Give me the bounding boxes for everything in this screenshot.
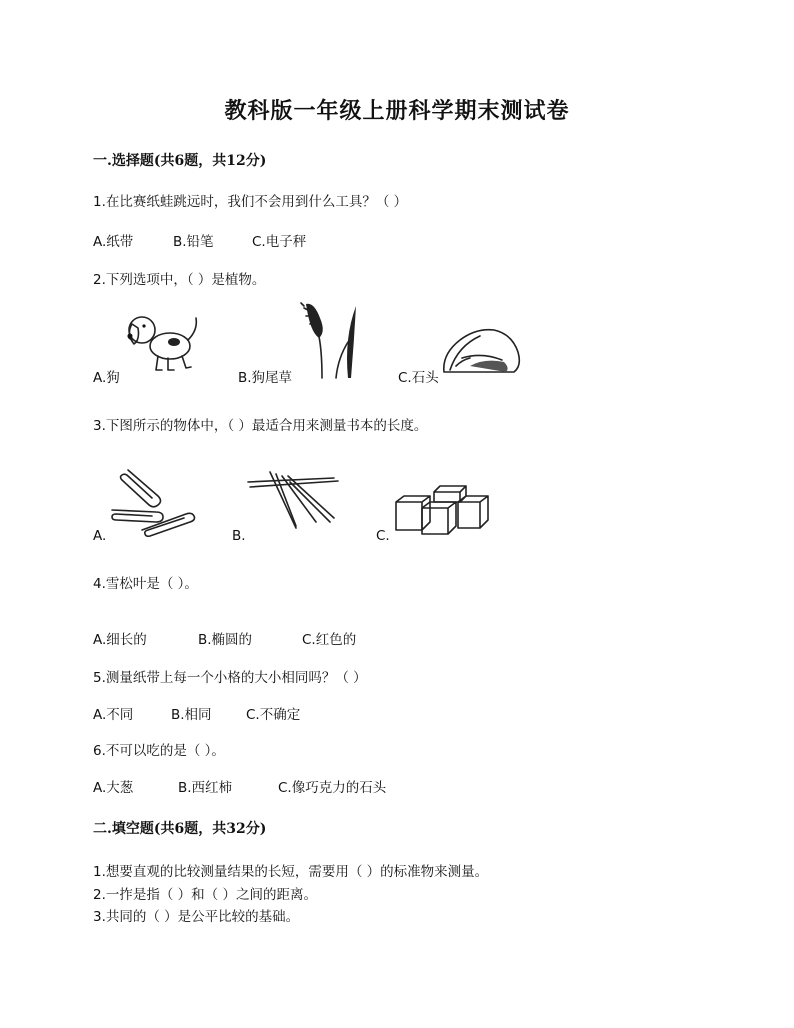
q1-option-c: C.电子秤 bbox=[252, 234, 307, 250]
question-2: 2.下列选项中，（ ）是植物。 bbox=[93, 272, 266, 288]
q4-option-c: C.红色的 bbox=[302, 632, 357, 648]
q6-option-a: A.大葱 bbox=[93, 780, 134, 796]
fill-question-2: 2.一拃是指（ ）和（ ）之间的距离。 bbox=[93, 887, 317, 903]
q2-option-a: A.狗 bbox=[93, 370, 120, 386]
question-3: 3.下图所示的物体中，（ ）最适合用来测量书本的长度。 bbox=[93, 418, 428, 434]
q5-option-c: C.不确定 bbox=[246, 707, 301, 723]
foxtail-grass-illustration bbox=[300, 300, 362, 380]
question-1: 1.在比赛纸蛙跳远时，我们不会用到什么工具？（ ） bbox=[93, 194, 408, 210]
section-heading-fill-in: 二.填空题(共6题，共32分) bbox=[93, 821, 267, 837]
q6-option-c: C.像巧克力的石头 bbox=[278, 780, 387, 796]
q3-option-b: B. bbox=[232, 528, 246, 544]
q3-option-a: A. bbox=[93, 528, 107, 544]
q4-option-a: A.细长的 bbox=[93, 632, 147, 648]
question-5: 5.测量纸带上每一个小格的大小相同吗？（ ） bbox=[93, 670, 367, 686]
q1-option-a: A.纸带 bbox=[93, 234, 134, 250]
q3-option-c: C. bbox=[376, 528, 390, 544]
q5-option-a: A.不同 bbox=[93, 707, 134, 723]
q4-option-b: B.椭圆的 bbox=[198, 632, 253, 648]
paperclips-illustration bbox=[108, 466, 198, 538]
q5-option-b: B.相同 bbox=[171, 707, 212, 723]
section-heading-choice: 一.选择题(共6题，共12分) bbox=[93, 153, 267, 169]
cubes-illustration bbox=[392, 484, 496, 538]
rock-illustration bbox=[440, 326, 524, 378]
q2-option-c: C.石头 bbox=[398, 370, 439, 386]
q6-option-b: B.西红柿 bbox=[178, 780, 233, 796]
sticks-illustration bbox=[244, 470, 340, 530]
fill-question-1: 1.想要直观的比较测量结果的长短，需要用（ ）的标准物来测量。 bbox=[93, 864, 489, 880]
dog-illustration bbox=[122, 306, 202, 376]
q2-option-b: B.狗尾草 bbox=[238, 370, 293, 386]
page-title: 教科版一年级上册科学期末测试卷 bbox=[224, 98, 570, 124]
fill-question-3: 3.共同的（ ）是公平比较的基础。 bbox=[93, 909, 300, 925]
question-4: 4.雪松叶是（ ）。 bbox=[93, 576, 198, 592]
q1-option-b: B.铅笔 bbox=[173, 234, 214, 250]
question-6: 6.不可以吃的是（ ）。 bbox=[93, 743, 225, 759]
